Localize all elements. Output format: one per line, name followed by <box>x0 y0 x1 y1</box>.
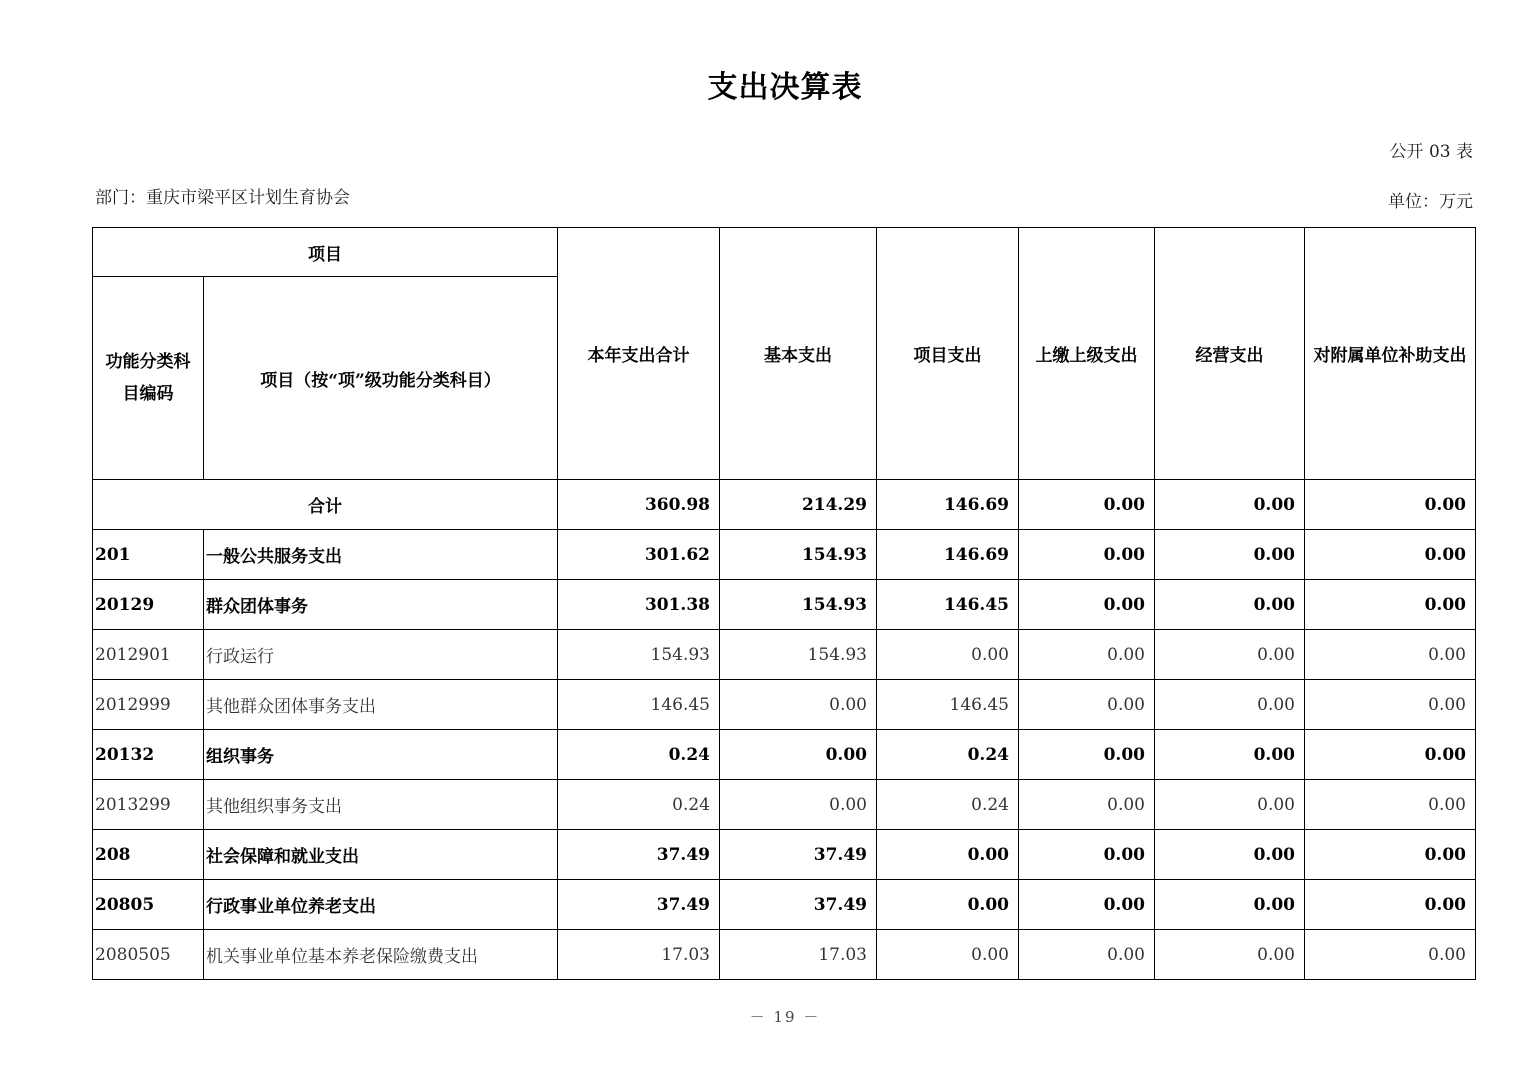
header-project-group: 项目 <box>93 228 558 277</box>
cell-upper: 0.00 <box>1019 930 1155 980</box>
header-name: 项目（按“项”级功能分类科目） <box>204 277 558 480</box>
cell-subsidy: 0.00 <box>1305 830 1476 880</box>
unit-label: 单位：万元 <box>1388 192 1473 212</box>
cell-total: 0.24 <box>558 730 720 780</box>
cell-basic: 154.93 <box>720 530 877 580</box>
cell-upper: 0.00 <box>1019 830 1155 880</box>
cell-subsidy: 0.00 <box>1305 930 1476 980</box>
cell-code: 20129 <box>93 580 204 630</box>
cell-subsidy: 0.00 <box>1305 530 1476 580</box>
total-label: 合计 <box>93 480 558 530</box>
cell-basic: 0.00 <box>720 680 877 730</box>
table-row <box>93 530 1476 580</box>
cell-basic: 154.93 <box>720 580 877 630</box>
cell-total: 37.49 <box>558 880 720 930</box>
cell-upper: 0.00 <box>1019 530 1155 580</box>
table-row <box>93 580 1476 630</box>
cell-project: 0.00 <box>877 630 1019 680</box>
cell-upper: 0.00 <box>1019 580 1155 630</box>
cell-business: 0.00 <box>1155 830 1305 880</box>
table-row <box>93 880 1476 930</box>
cell-project: 0.24 <box>877 780 1019 830</box>
page-number: － 19 － <box>749 1008 821 1026</box>
cell-upper: 0.00 <box>1019 730 1155 780</box>
table-row <box>93 780 1476 830</box>
cell-total: 360.98 <box>558 480 720 530</box>
cell-subsidy: 0.00 <box>1305 780 1476 830</box>
cell-name: 社会保障和就业支出 <box>204 830 558 880</box>
cell-code: 2012999 <box>93 680 204 730</box>
cell-total: 301.38 <box>558 580 720 630</box>
cell-upper: 0.00 <box>1019 880 1155 930</box>
cell-code: 2080505 <box>93 930 204 980</box>
cell-subsidy: 0.00 <box>1305 480 1476 530</box>
cell-name: 组织事务 <box>204 730 558 780</box>
form-number: 公开 03 表 <box>1389 142 1473 162</box>
cell-business: 0.00 <box>1155 730 1305 780</box>
table-row <box>93 680 1476 730</box>
cell-total: 17.03 <box>558 930 720 980</box>
cell-upper: 0.00 <box>1019 480 1155 530</box>
cell-subsidy: 0.00 <box>1305 630 1476 680</box>
cell-name: 行政事业单位养老支出 <box>204 880 558 930</box>
total-row <box>93 480 1476 530</box>
expenditure-table <box>92 227 1476 980</box>
cell-business: 0.00 <box>1155 580 1305 630</box>
header-code: 功能分类科目编码 <box>93 277 204 480</box>
cell-upper: 0.00 <box>1019 630 1155 680</box>
cell-subsidy: 0.00 <box>1305 580 1476 630</box>
cell-name: 其他群众团体事务支出 <box>204 680 558 730</box>
cell-project: 146.45 <box>877 580 1019 630</box>
cell-total: 154.93 <box>558 630 720 680</box>
cell-project: 0.00 <box>877 880 1019 930</box>
cell-business: 0.00 <box>1155 930 1305 980</box>
cell-code: 201 <box>93 530 204 580</box>
page-title: 支出决算表 <box>707 70 863 105</box>
header-total: 本年支出合计 <box>558 228 720 480</box>
table-row <box>93 830 1476 880</box>
cell-name: 行政运行 <box>204 630 558 680</box>
cell-project: 0.00 <box>877 930 1019 980</box>
department-label: 部门：重庆市梁平区计划生育协会 <box>95 188 350 208</box>
cell-basic: 37.49 <box>720 880 877 930</box>
cell-total: 146.45 <box>558 680 720 730</box>
cell-code: 2012901 <box>93 630 204 680</box>
cell-project: 146.69 <box>877 480 1019 530</box>
cell-basic: 0.00 <box>720 730 877 780</box>
cell-name: 其他组织事务支出 <box>204 780 558 830</box>
cell-basic: 154.93 <box>720 630 877 680</box>
cell-name: 机关事业单位基本养老保险缴费支出 <box>204 930 558 980</box>
cell-basic: 37.49 <box>720 830 877 880</box>
cell-code: 20805 <box>93 880 204 930</box>
cell-business: 0.00 <box>1155 480 1305 530</box>
cell-code: 20132 <box>93 730 204 780</box>
header-basic: 基本支出 <box>720 228 877 480</box>
header-upper: 上缴上级支出 <box>1019 228 1155 480</box>
cell-basic: 17.03 <box>720 930 877 980</box>
cell-total: 37.49 <box>558 830 720 880</box>
cell-name: 群众团体事务 <box>204 580 558 630</box>
table-row <box>93 930 1476 980</box>
cell-code: 208 <box>93 830 204 880</box>
header-project: 项目支出 <box>877 228 1019 480</box>
header-subsidy: 对附属单位补助支出 <box>1305 228 1476 480</box>
cell-project: 0.24 <box>877 730 1019 780</box>
cell-subsidy: 0.00 <box>1305 730 1476 780</box>
cell-business: 0.00 <box>1155 530 1305 580</box>
table-row <box>93 730 1476 780</box>
cell-basic: 214.29 <box>720 480 877 530</box>
header-business: 经营支出 <box>1155 228 1305 480</box>
cell-upper: 0.00 <box>1019 680 1155 730</box>
cell-project: 146.45 <box>877 680 1019 730</box>
cell-code: 2013299 <box>93 780 204 830</box>
cell-business: 0.00 <box>1155 880 1305 930</box>
cell-business: 0.00 <box>1155 680 1305 730</box>
cell-basic: 0.00 <box>720 780 877 830</box>
cell-business: 0.00 <box>1155 780 1305 830</box>
cell-subsidy: 0.00 <box>1305 680 1476 730</box>
cell-upper: 0.00 <box>1019 780 1155 830</box>
table-row <box>93 630 1476 680</box>
cell-project: 0.00 <box>877 830 1019 880</box>
cell-business: 0.00 <box>1155 630 1305 680</box>
cell-project: 146.69 <box>877 530 1019 580</box>
cell-total: 301.62 <box>558 530 720 580</box>
cell-subsidy: 0.00 <box>1305 880 1476 930</box>
cell-name: 一般公共服务支出 <box>204 530 558 580</box>
cell-total: 0.24 <box>558 780 720 830</box>
